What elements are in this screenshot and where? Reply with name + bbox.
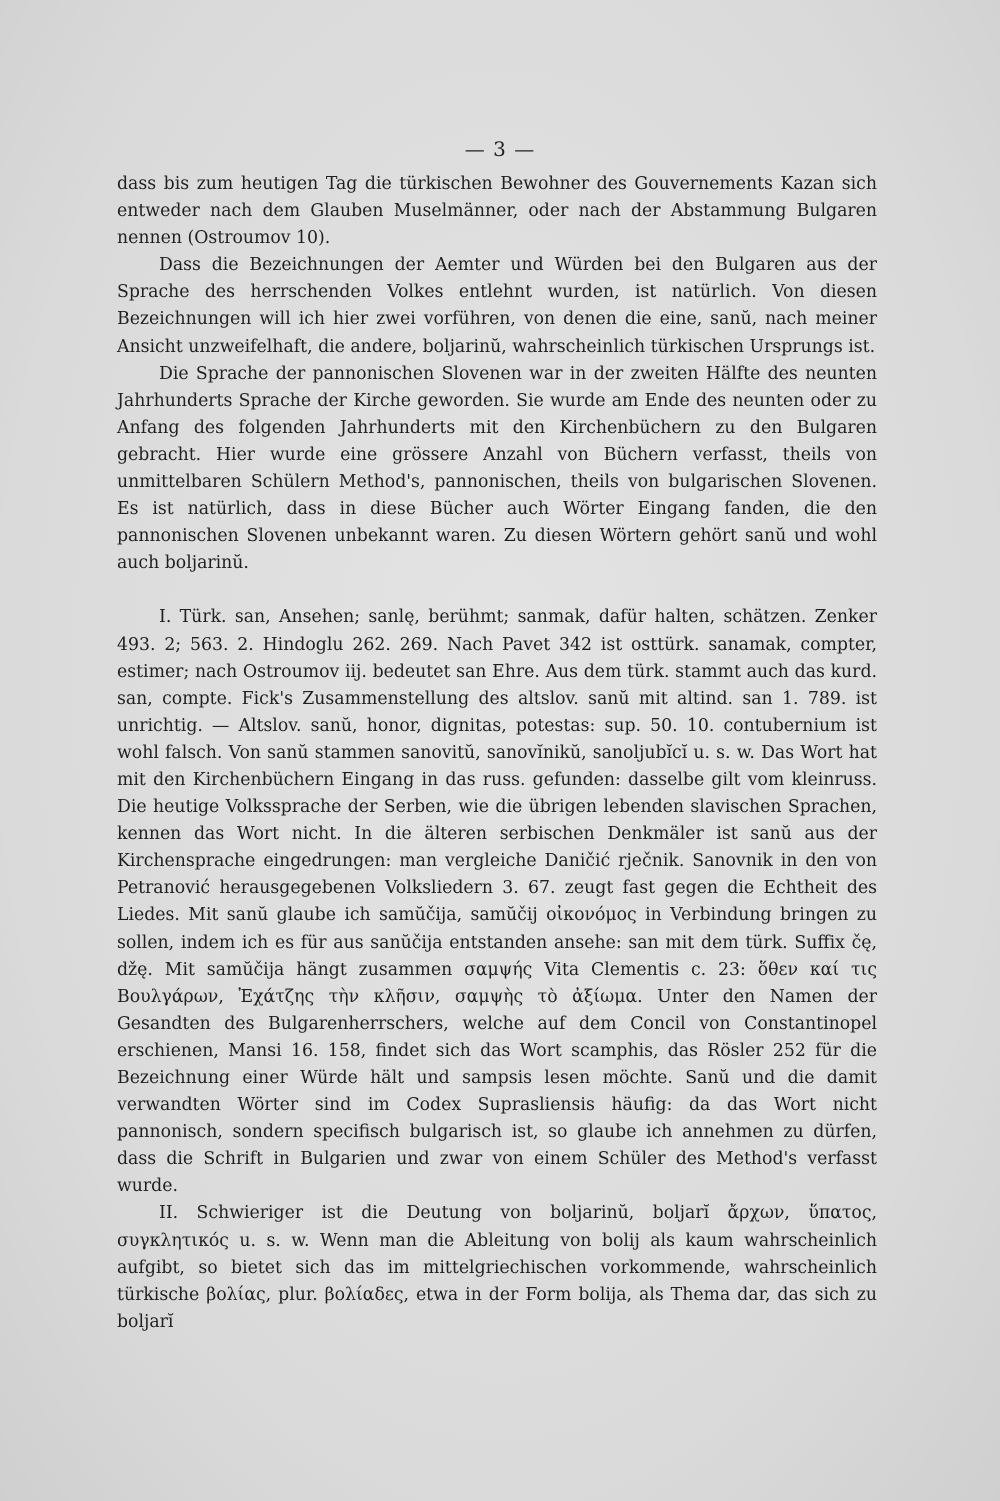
paragraph-2: Dass die Bezeichnungen der Aemter und Würden bei den Bulgaren aus der Sprache des herrschenden Volkes entlehnt wurden, ist natürlich. Von diesen Bezeichnungen will ich hier zwei vorführen, von denen die eine, sanŭ, nach meiner Ansicht unzweifelhaft, die andere, boljarinŭ, wahrscheinlich türkischen Ursprungs ist. xyxy=(117,255,877,357)
paragraph-1: dass bis zum heutigen Tag die türkischen Bewohner des Gouvernements Kazan sich entweder nach dem Glauben Muselmänner, oder nach der Abstammung Bulgaren nennen (Ostroumov 10). xyxy=(117,174,877,249)
page-number: — 3 — xyxy=(464,137,536,161)
body-text xyxy=(117,171,877,1336)
paragraph-3: Die Sprache der pannonischen Slovenen war in der zweiten Hälfte des neunten Jahrhunderts Sprache der Kirche geworden. Sie wurde am Ende des neunten oder zu Anfang des folgenden Jahrhunderts mit den Kirchenbüchern zu den Bulgaren gebracht. Hier wurde eine grössere Anzahl von Büchern verfasst, theils von unmittelbaren Schülern Method's, pannonischen, theils von bulgarischen Slovenen. Es ist natürlich, dass in diese Bücher auch Wörter Eingang fanden, die den pannonischen Slovenen unbekannt waren. Zu diesen Wörtern gehört sanŭ und wohl auch boljarinŭ. xyxy=(117,363,877,574)
paragraph-section-ii: II. Schwieriger ist die Deutung von boljarinŭ, boljarĭ ἄρχων, ὕπατος, συγκλητικός u. s. w. Wenn man die Ableitung von bolij als kaum wahrscheinlich aufgibt, so bietet sich das im mittelgriechischen vorkommende, wahrscheinlich türkische βολίας, plur. βολίαδες, etwa in der Form bolija, als Thema dar, das sich zu boljarĭ xyxy=(117,1203,877,1332)
paragraph-section-i: I. Türk. san, Ansehen; sanlę, berühmt; sanmak, dafür halten, schätzen. Zenker 493. 2; 563. 2. Hindoglu 262. 269. Nach Pavet 342 ist osttürk. sanamak, compter, estimer; nach Ostroumov iij. bedeutet san Ehre. Aus dem türk. stammt auch das kurd. san, compte. Fick's Zusammenstellung des altslov. sanŭ mit altind. san 1. 789. ist unrichtig. — Altslov. sanŭ, honor, dignitas, potestas: sup. 50. 10. contubernium ist wohl falsch. Von sanŭ stammen sanovitŭ, sanovĭnikŭ, sanoljubĭcĭ u. s. w. Das Wort hat mit den Kirchenbüchern Eingang in das russ. gefunden: dasselbe gilt vom kleinruss. Die heutige Volkssprache der Serben, wie die übrigen lebenden slavischen Sprachen, kennen das Wort nicht. In die älteren serbischen Denkmäler ist sanŭ aus der Kirchensprache eingedrungen: man vergleiche Daničić rječnik. Sanovnik in den von Petranović herausgegebenen Volksliedern 3. 67. zeugt fast gegen die Echtheit des Liedes. Mit sanŭ glaube ich samŭčija, samŭčij οἰκονόμος in Verbindung bringen zu sollen, indem ich es für aus sanŭčija entstanden ansehe: san mit dem türk. Suffix čę, džę. Mit samŭčija hängt zusammen σαμψής Vita Clementis c. 23: ὅθεν καί τις Βουλγάρων, Ἐχάτζης τὴν κλῆσιν, σαμψὴς τὸ ἀξίωμα. Unter den Namen der Gesandten des Bulgarenherrschers, welche auf dem Concil von Constantinopel erschienen, Mansi 16. 158, findet sich das Wort scamphis, das Rösler 252 für die Bezeichnung einer Würde hält und sampsis lesen möchte. Sanŭ und die damit verwandten Wörter sind im Codex Suprasliensis häufig: da das Wort nicht pannonisch, sondern specifisch bulgarisch ist, so glaube ich annehmen zu dürfen, dass die Schrift in Bulgarien und zwar von einem Schüler des Method's verfasst wurde. xyxy=(117,607,877,1197)
